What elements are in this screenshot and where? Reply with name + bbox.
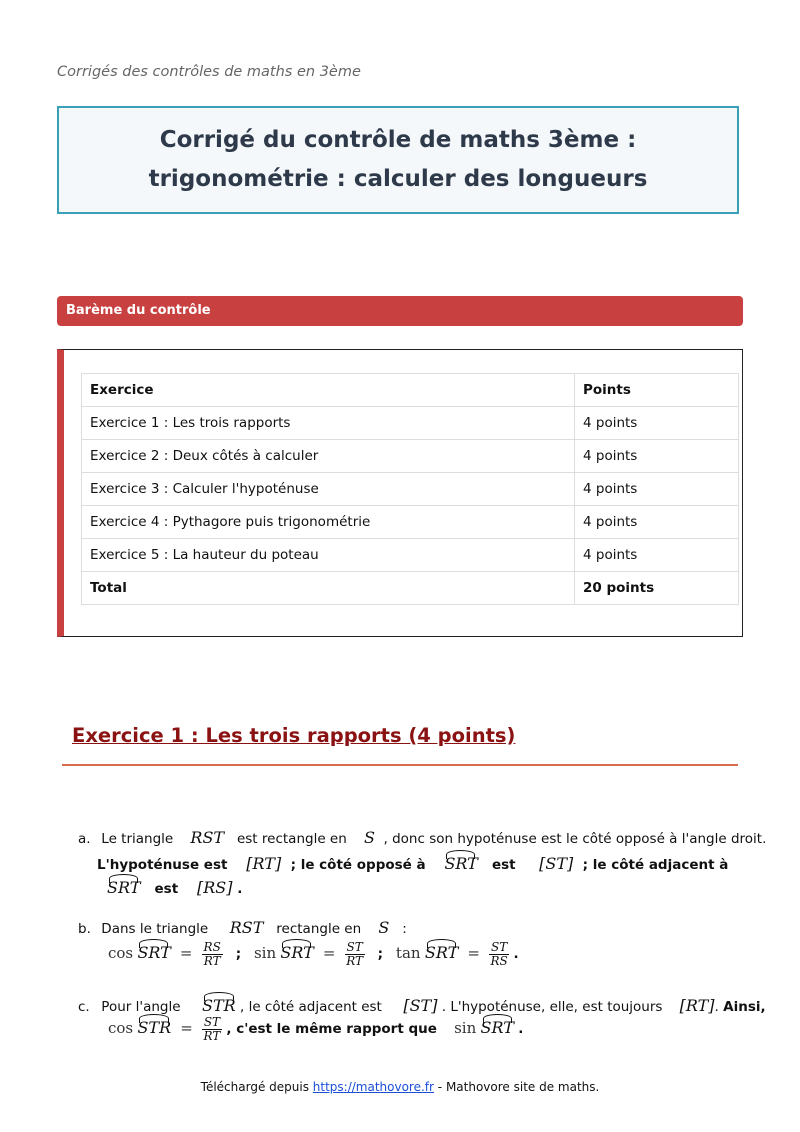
bareme-banner: Barème du contrôle xyxy=(57,296,743,326)
page-title: Corrigé du contrôle de maths 3ème : trigonométrie : calculer des longueurs xyxy=(148,127,648,192)
math-s: S xyxy=(363,828,375,847)
text: , c'est le même rapport que xyxy=(226,1021,437,1037)
total-points: 20 points xyxy=(575,572,739,605)
points-cell: 4 points xyxy=(575,539,739,572)
footer xyxy=(0,1080,800,1094)
math-angle-srt: SRT xyxy=(425,937,458,962)
exercice-cell: Exercice 4 : Pythagore puis trigonométrie xyxy=(82,506,575,539)
text: Le triangle xyxy=(101,831,174,847)
sin-label: sin xyxy=(454,1019,477,1037)
math-angle-str: STR xyxy=(202,990,236,1015)
text: . xyxy=(237,881,243,897)
item-b-formulas: cos SRT = $\frac{RS}{RT}$ ; sin SRT = $\frac{ST}{RT}$ ; tan SRT = $\frac{ST}{RS}$ . xyxy=(108,937,519,968)
bareme-panel xyxy=(57,349,743,637)
footer-prefix: Téléchargé depuis xyxy=(200,1080,309,1094)
end-dot: . xyxy=(518,1021,524,1037)
exercise-1-heading: Exercice 1 : Les trois rapports (4 points) xyxy=(72,724,516,747)
points-cell: 4 points xyxy=(575,407,739,440)
math-angle-srt: SRT xyxy=(107,872,140,897)
tan-label: tan xyxy=(395,944,421,962)
item-marker: a. xyxy=(78,831,91,847)
item-a-line-1 xyxy=(78,828,766,847)
table-row xyxy=(82,407,739,440)
item-a-line-3 xyxy=(107,872,242,897)
text: est xyxy=(491,857,516,873)
math-st: [ST] xyxy=(403,996,438,1015)
heading-divider xyxy=(62,764,738,766)
text: , donc son hypoténuse est le côté opposé à l'angle droit. xyxy=(383,831,767,847)
footer-suffix: - Mathovore site de maths. xyxy=(437,1080,600,1094)
text: . L'hypoténuse, elle, est toujours xyxy=(441,999,663,1015)
text: Ainsi, xyxy=(723,999,766,1015)
column-header-exercice: Exercice xyxy=(82,374,575,407)
text: est xyxy=(154,881,179,897)
item-b-line-1 xyxy=(78,918,407,937)
exercice-cell: Exercice 3 : Calculer l'hypoténuse xyxy=(82,473,575,506)
text: ; le côté adjacent à xyxy=(582,857,729,873)
text: Dans le triangle xyxy=(101,921,209,937)
bareme-table xyxy=(81,373,739,605)
exercice-cell: Exercice 1 : Les trois rapports xyxy=(82,407,575,440)
page-subtitle: Corrigés des contrôles de maths en 3ème xyxy=(57,64,361,80)
table-row xyxy=(82,440,739,473)
math-rs: [RS] xyxy=(196,878,233,897)
table-row xyxy=(82,473,739,506)
math-rst: RST xyxy=(190,828,225,847)
points-cell: 4 points xyxy=(575,506,739,539)
text: est rectangle en xyxy=(236,831,347,847)
fraction-cos-str: $\frac{ST}{RT}$ xyxy=(203,1014,221,1043)
points-cell: 4 points xyxy=(575,473,739,506)
item-marker: c. xyxy=(78,999,90,1015)
text: : xyxy=(402,921,407,937)
math-rt: [RT] xyxy=(679,996,715,1015)
title-box xyxy=(57,106,739,214)
separator: ; xyxy=(235,946,242,962)
cos-label: cos xyxy=(108,944,134,962)
exercice-cell: Exercice 2 : Deux côtés à calculer xyxy=(82,440,575,473)
text: , le côté adjacent est xyxy=(239,999,382,1015)
math-angle-srt: SRT xyxy=(137,937,170,962)
math-st: [ST] xyxy=(539,854,574,873)
footer-link[interactable]: https://mathovore.fr xyxy=(312,1080,434,1094)
math-rt: [RT] xyxy=(246,854,282,873)
points-cell: 4 points xyxy=(575,440,739,473)
text: . xyxy=(714,999,719,1015)
fraction-sin: $\frac{ST}{RT}$ xyxy=(346,939,364,968)
end-dot: . xyxy=(513,946,519,962)
total-row xyxy=(82,572,739,605)
separator: ; xyxy=(377,946,384,962)
text: Pour l'angle xyxy=(101,999,181,1015)
text: rectangle en xyxy=(276,921,362,937)
table-row xyxy=(82,539,739,572)
fraction-cos: $\frac{RS}{RT}$ xyxy=(203,939,221,968)
item-a-line-2 xyxy=(97,848,728,873)
table-row xyxy=(82,506,739,539)
item-c-line-2: cos STR = $\frac{ST}{RT}$ , c'est le même rapport que sin SRT . xyxy=(108,1012,523,1043)
item-marker: b. xyxy=(78,921,91,937)
math-angle-srt: SRT xyxy=(444,848,477,873)
math-s: S xyxy=(378,918,390,937)
text: ; le côté opposé à xyxy=(290,857,426,873)
fraction-tan: $\frac{ST}{RS}$ xyxy=(490,939,508,968)
math-angle-srt: SRT xyxy=(481,1012,514,1037)
text: L'hypoténuse est xyxy=(97,857,228,873)
total-label: Total xyxy=(82,572,575,605)
math-angle-str: STR xyxy=(137,1012,171,1037)
cos-label: cos xyxy=(108,1019,134,1037)
math-angle-srt: SRT xyxy=(280,937,313,962)
sin-label: sin xyxy=(253,944,277,962)
exercice-cell: Exercice 5 : La hauteur du poteau xyxy=(82,539,575,572)
column-header-points: Points xyxy=(575,374,739,407)
math-rst: RST xyxy=(229,918,264,937)
